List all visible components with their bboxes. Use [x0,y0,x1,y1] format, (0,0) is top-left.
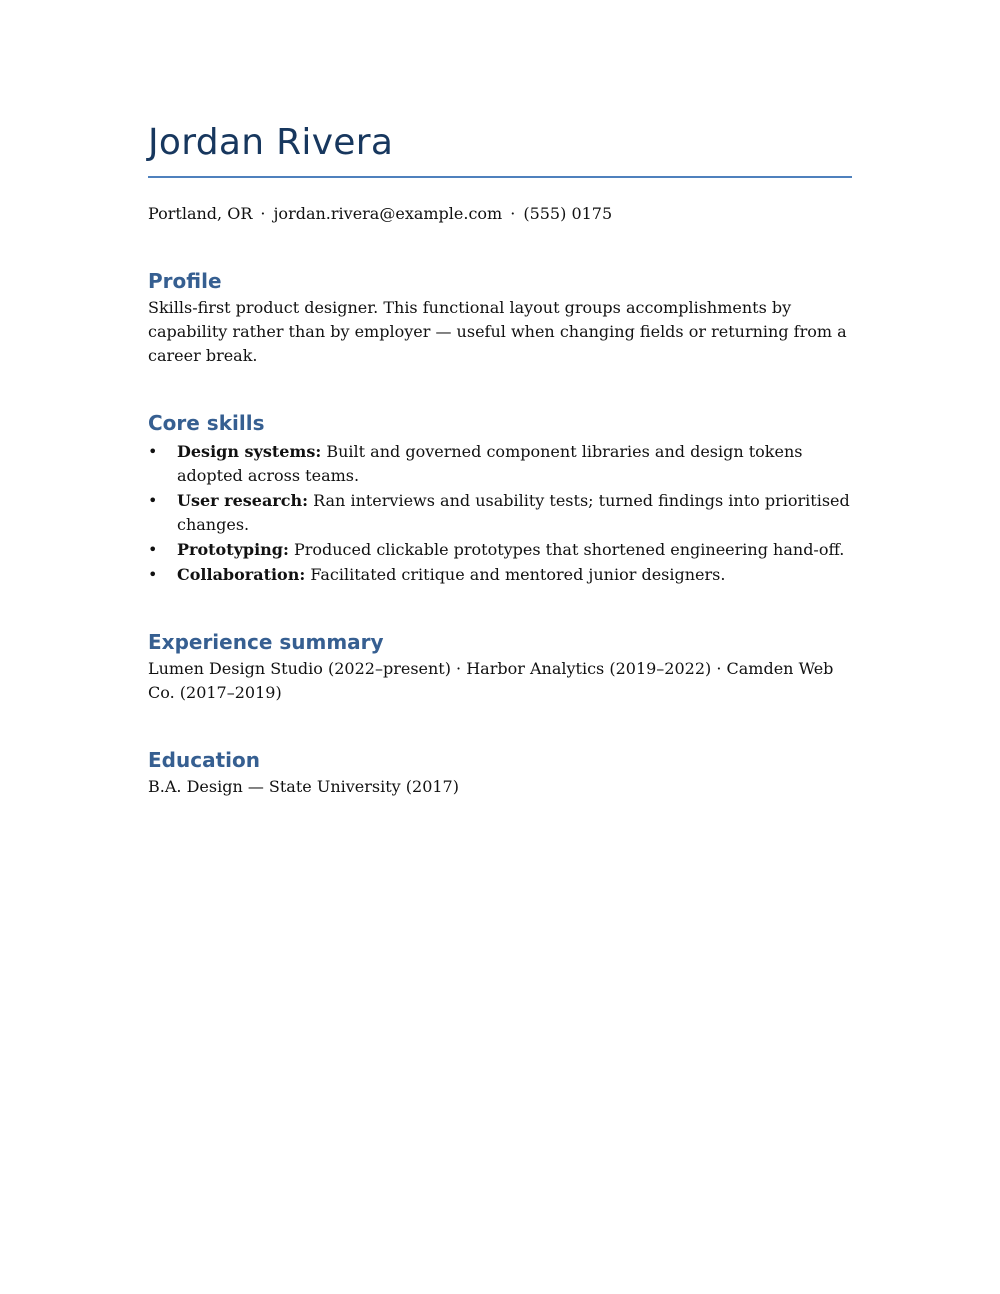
candidate-name: Jordan Rivera [148,122,394,163]
skill-text: Ran interviews and usability tests; turned findings into prioritised changes. [177,491,850,534]
experience-section [148,629,852,705]
list-item [148,538,852,562]
skill-text: Produced clickable prototypes that shortened engineering hand-off. [288,540,845,559]
contact-location: Portland, OR [148,204,253,223]
profile-section [148,268,852,368]
list-item [148,489,852,537]
header-divider [148,176,852,178]
resume-page [148,118,852,799]
contact-separator: · [260,204,266,223]
experience-heading: Experience summary [148,630,384,654]
skill-text: Facilitated critique and mentored junior designers. [305,565,726,584]
bullet-icon: • [148,565,158,584]
skill-label: Prototyping: [177,540,289,559]
bullet-icon: • [148,442,158,461]
contact-separator: · [510,204,516,223]
education-heading: Education [148,748,260,772]
contact-line [148,202,852,226]
skill-label: Collaboration: [177,565,306,584]
bullet-icon: • [148,540,158,559]
skill-text: Built and governed component libraries and design tokens adopted across teams. [177,442,803,485]
contact-email[interactable]: jordan.rivera@example.com [273,204,503,223]
profile-heading: Profile [148,269,222,293]
skills-list [148,440,852,587]
bullet-icon: • [148,491,158,510]
list-item [148,440,852,488]
education-section [148,747,852,799]
profile-text: Skills-first product designer. This functional layout groups accomplishments by capability rather than by employer — useful when changing fields or returning from a career break. [148,298,847,365]
skills-section [148,410,852,587]
skill-label: Design systems: [177,442,322,461]
skill-label: User research: [177,491,309,510]
skills-heading: Core skills [148,411,265,435]
experience-text: Lumen Design Studio (2022–present) · Harbor Analytics (2019–2022) · Camden Web Co. (2017–2019) [148,659,834,702]
list-item [148,563,852,587]
education-text: B.A. Design — State University (2017) [148,777,459,796]
contact-phone[interactable]: (555) 0175 [523,204,613,223]
